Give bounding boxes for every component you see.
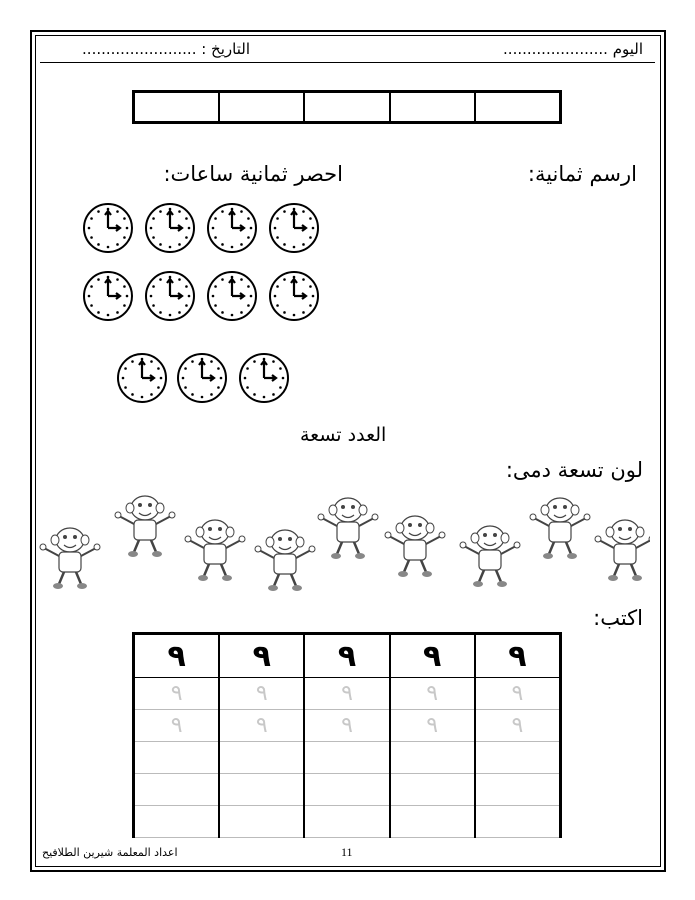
author-credit: اعداد المعلمة شيرين الطلافيح <box>42 846 178 859</box>
trace-digit: ٩ <box>511 681 524 707</box>
writing-row[interactable] <box>220 774 303 806</box>
writing-row[interactable] <box>220 710 303 742</box>
writing-row[interactable] <box>220 678 303 710</box>
circle-eight-clocks-instruction: احصر ثمانية ساعات: <box>163 162 343 186</box>
clock-icon[interactable] <box>267 201 321 255</box>
trace-digit: ٩ <box>511 713 524 739</box>
writing-row[interactable] <box>391 806 474 838</box>
drawing-box[interactable] <box>135 93 218 121</box>
writing-row[interactable] <box>220 806 303 838</box>
model-digit: ٩ <box>305 635 388 678</box>
model-digit: ٩ <box>220 635 303 678</box>
page-number: 11 <box>341 845 353 859</box>
drawing-box[interactable] <box>303 93 388 121</box>
model-digit: ٩ <box>135 635 218 678</box>
number-title: العدد تسعة <box>300 424 387 446</box>
monkey-icon[interactable] <box>318 498 378 559</box>
model-digit: ٩ <box>476 635 559 678</box>
monkey-icon[interactable] <box>530 498 590 559</box>
clock-icon[interactable] <box>205 269 259 323</box>
writing-row[interactable] <box>391 710 474 742</box>
writing-column <box>303 635 388 838</box>
writing-row[interactable] <box>135 806 218 838</box>
monkey-icon[interactable] <box>255 530 315 591</box>
clock-icon[interactable] <box>175 351 229 405</box>
color-dolls-instruction: لون تسعة دمى: <box>505 458 643 482</box>
trace-digit: ٩ <box>341 681 353 707</box>
writing-column <box>474 635 559 838</box>
monkey-icon[interactable] <box>185 520 245 581</box>
monkey-icon[interactable] <box>115 496 175 557</box>
writing-row[interactable] <box>391 742 474 774</box>
drawing-boxes <box>132 90 562 124</box>
trace-digit: ٩ <box>426 681 439 707</box>
dolls-row <box>30 490 650 595</box>
writing-row[interactable] <box>220 742 303 774</box>
trace-digit: ٩ <box>341 713 353 739</box>
writing-row[interactable] <box>305 774 388 806</box>
date-label: التاريخ : ........................ <box>82 40 250 58</box>
writing-row[interactable] <box>476 742 559 774</box>
clock-icon[interactable] <box>143 201 197 255</box>
writing-row[interactable] <box>135 710 218 742</box>
writing-row[interactable] <box>391 678 474 710</box>
writing-row[interactable] <box>135 742 218 774</box>
clock-icon[interactable] <box>237 351 291 405</box>
clock-icon[interactable] <box>267 269 321 323</box>
monkey-icon[interactable] <box>460 526 520 587</box>
writing-row[interactable] <box>305 806 388 838</box>
clock-icon[interactable] <box>81 269 135 323</box>
trace-digit: ٩ <box>426 713 439 739</box>
writing-row[interactable] <box>476 678 559 710</box>
trace-digit: ٩ <box>255 713 268 739</box>
writing-column <box>389 635 474 838</box>
writing-row[interactable] <box>305 678 388 710</box>
day-label: اليوم ...................... <box>503 40 643 58</box>
write-instruction: اكتب: <box>593 606 643 630</box>
drawing-box[interactable] <box>218 93 303 121</box>
clock-icon[interactable] <box>81 201 135 255</box>
writing-column <box>218 635 303 838</box>
writing-row[interactable] <box>305 710 388 742</box>
model-digit: ٩ <box>391 635 474 678</box>
clock-icon[interactable] <box>205 201 259 255</box>
drawing-box[interactable] <box>474 93 559 121</box>
monkey-icon[interactable] <box>385 516 445 577</box>
writing-row[interactable] <box>476 710 559 742</box>
writing-grid <box>132 632 562 838</box>
trace-digit: ٩ <box>255 681 268 707</box>
monkey-icon[interactable] <box>595 520 650 581</box>
trace-digit: ٩ <box>170 681 183 707</box>
writing-row[interactable] <box>305 742 388 774</box>
clock-icon[interactable] <box>143 269 197 323</box>
writing-row[interactable] <box>391 774 474 806</box>
header-divider <box>40 62 655 63</box>
draw-eight-instruction: ارسم ثمانية: <box>527 162 637 186</box>
writing-column <box>135 635 218 838</box>
writing-row[interactable] <box>135 774 218 806</box>
writing-row[interactable] <box>135 678 218 710</box>
clock-icon[interactable] <box>115 351 169 405</box>
monkey-icon[interactable] <box>40 528 100 589</box>
drawing-box[interactable] <box>389 93 474 121</box>
trace-digit: ٩ <box>170 713 183 739</box>
writing-row[interactable] <box>476 806 559 838</box>
writing-row[interactable] <box>476 774 559 806</box>
